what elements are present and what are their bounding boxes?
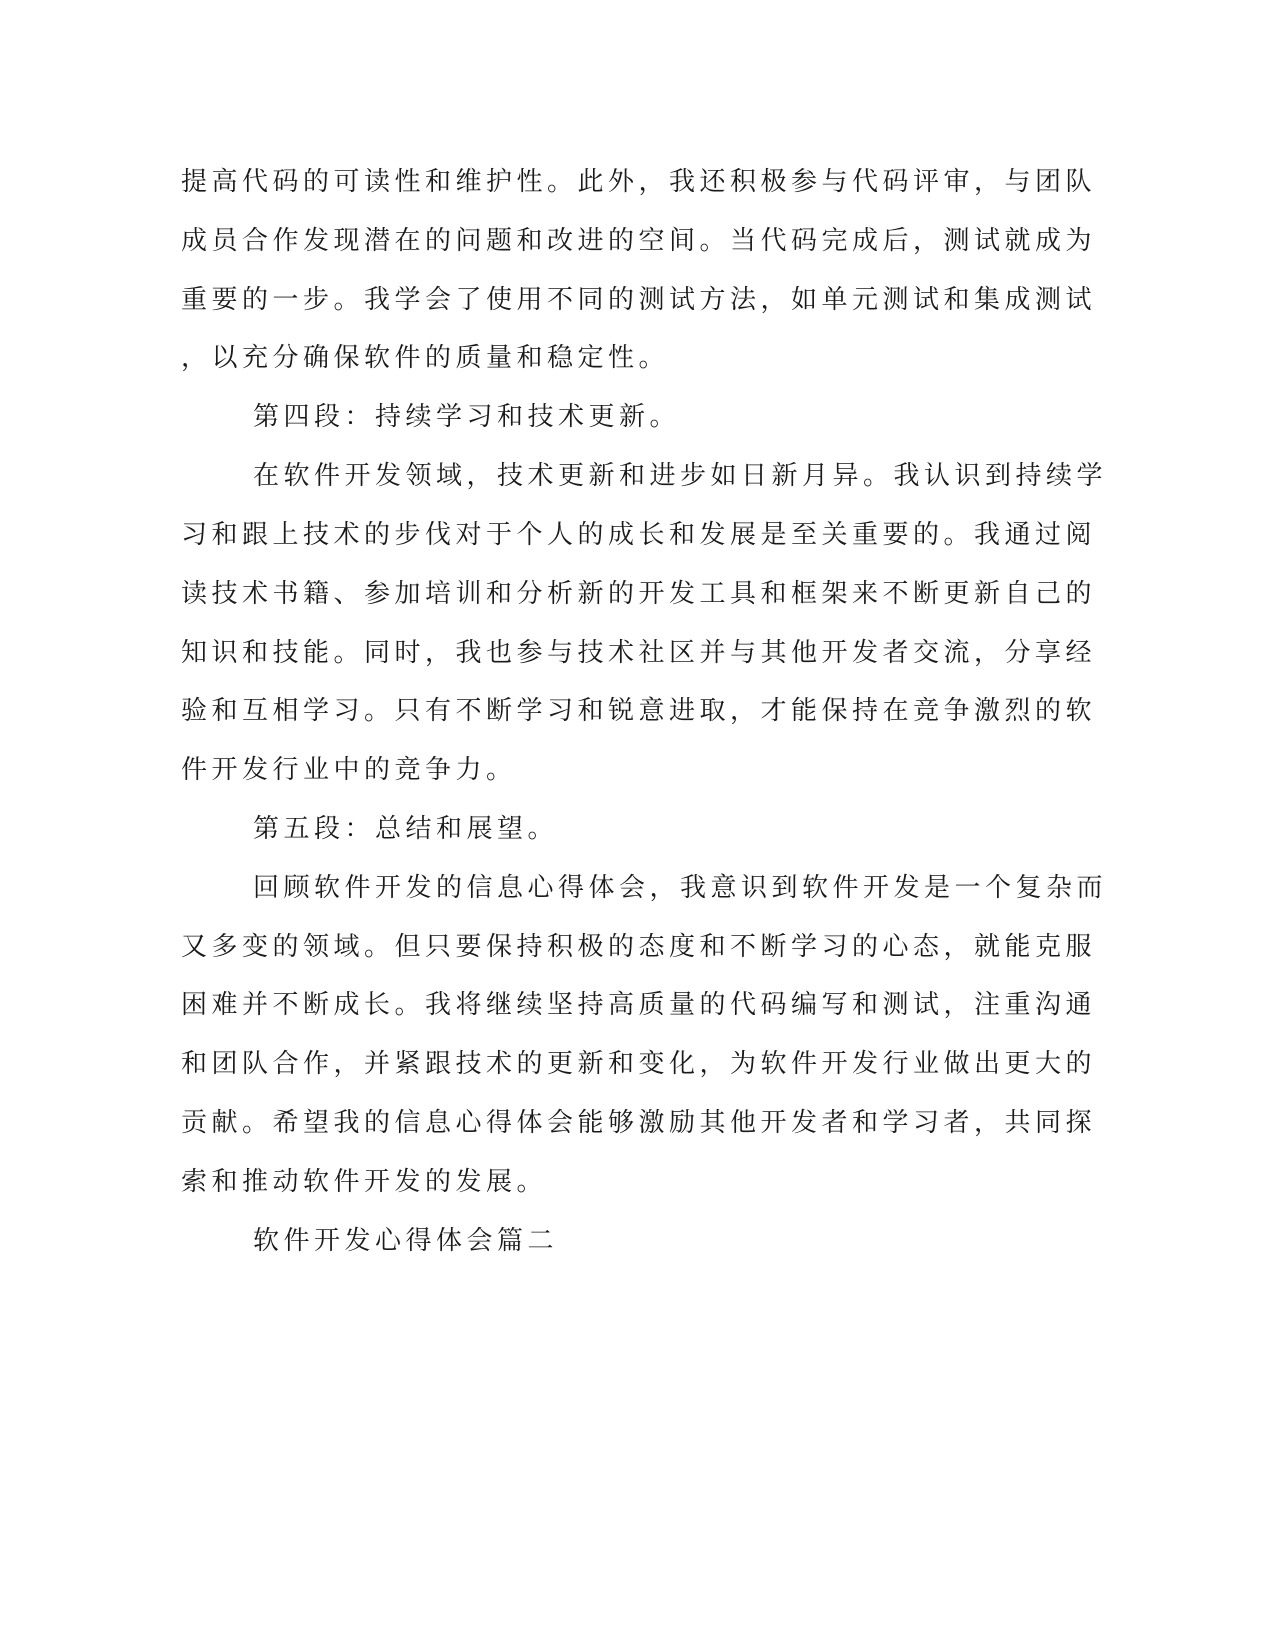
article-title: 软件开发心得体会篇二 xyxy=(253,1226,559,1256)
section-heading-4: 第四段：持续学习和技术更新。 xyxy=(253,402,681,432)
paragraph-line: 验和互相学习。只有不断学习和锐意进取，才能保持在竞争激烈的软 xyxy=(181,696,1097,726)
paragraph-line: 件开发行业中的竞争力。 xyxy=(181,755,517,785)
paragraph-line: 贡献。希望我的信息心得体会能够激励其他开发者和学习者，共同探 xyxy=(181,1108,1097,1138)
paragraph-line: 成员合作发现潜在的问题和改进的空间。当代码完成后，测试就成为 xyxy=(181,226,1097,256)
paragraph-line: 索和推动软件开发的发展。 xyxy=(181,1167,548,1197)
section-heading-5: 第五段：总结和展望。 xyxy=(253,814,559,844)
paragraph-line: 和团队合作，并紧跟技术的更新和变化，为软件开发行业做出更大的 xyxy=(181,1049,1097,1079)
paragraph-line: 重要的一步。我学会了使用不同的测试方法，如单元测试和集成测试 xyxy=(181,285,1097,315)
paragraph-line: 在软件开发领域，技术更新和进步如日新月异。我认识到持续学 xyxy=(253,461,1108,491)
paragraph-line: 读技术书籍、参加培训和分析新的开发工具和框架来不断更新自己的 xyxy=(181,579,1097,609)
paragraph-line: 回顾软件开发的信息心得体会，我意识到软件开发是一个复杂而 xyxy=(253,873,1108,903)
paragraph-line: 又多变的领域。但只要保持积极的态度和不断学习的心态，就能克服 xyxy=(181,932,1097,962)
paragraph-line: 习和跟上技术的步伐对于个人的成长和发展是至关重要的。我通过阅 xyxy=(181,520,1097,550)
paragraph-line: 提高代码的可读性和维护性。此外，我还积极参与代码评审，与团队 xyxy=(181,167,1097,197)
paragraph-line: 困难并不断成长。我将继续坚持高质量的代码编写和测试，注重沟通 xyxy=(181,990,1097,1020)
paragraph-line: 知识和技能。同时，我也参与技术社区并与其他开发者交流，分享经 xyxy=(181,638,1097,668)
paragraph-line: ，以充分确保软件的质量和稳定性。 xyxy=(181,343,670,373)
